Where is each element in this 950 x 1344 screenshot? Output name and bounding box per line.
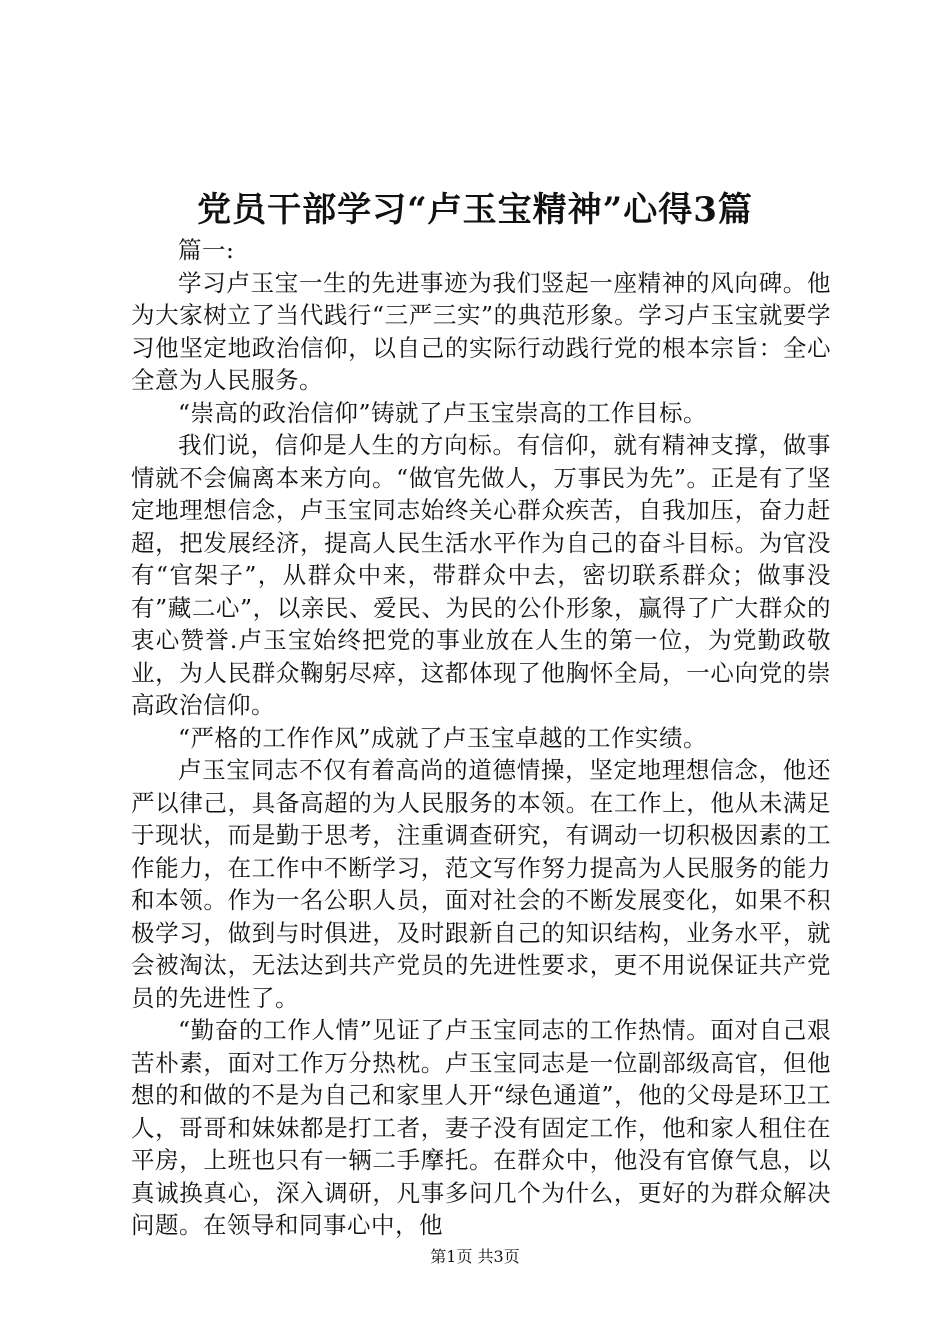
document-title: 党员干部学习“卢玉宝精神”心得3篇 <box>197 190 753 230</box>
body-paragraph: 卢玉宝同志不仅有着高尚的道德情操，坚定地理想信念，他还严以律己，具备高超的为人民服务的本领。在工作上，他从未满足于现状，而是勤于思考，注重调查研究，有调动一切积极因素的工作能力，在工作中不断学习，范文写作努力提高为人民服务的能力和本领。作为一名公职人员，面对社会的不断发展变化，如果不积极学习，做到与时俱进，及时跟新自己的知识结构，业务水平，就会被淘汰，无法达到共产党员的先进性要求，更不用说保证共产党员的先进性了。 <box>131 756 831 1012</box>
body-paragraph: “勤奋的工作人情”见证了卢玉宝同志的工作热情。面对自己艰苦朴素，面对工作万分热枕。卢玉宝同志是一位副部级高官，但他想的和做的不是为自己和家里人开“绿色通道”，他的父母是环卫工人，哥哥和妹妹都是打工者，妻子没有固定工作，他和家人租住在平房，上班也只有一辆二手摩托。在群众中，他没有官僚气息，以真诚换真心，深入调研，凡事多问几个为什么，更好的为群众解决问题。在领导和同事心中，他 <box>131 1016 831 1239</box>
page-number-footer: 第1页 共3页 <box>430 1247 520 1266</box>
body-paragraph: 学习卢玉宝一生的先进事迹为我们竖起一座精神的风向碑。他为大家树立了当代践行“三严三实”的典范形象。学习卢玉宝就要学习他坚定地政治信仰，以自己的实际行动践行党的根本宗旨：全心全意为人民服务。 <box>131 268 831 394</box>
body-paragraph: “严格的工作作风”成就了卢玉宝卓越的工作实绩。 <box>178 723 708 752</box>
body-paragraph: “崇高的政治信仰”铸就了卢玉宝崇高的工作目标。 <box>178 398 708 427</box>
body-paragraph: 我们说，信仰是人生的方向标。有信仰，就有精神支撑，做事情就不会偏离本来方向。“做官先做人，万事民为先”。正是有了坚定地理想信念，卢玉宝同志始终关心群众疾苦，自我加压，奋力赶超，把发展经济，提高人民生活水平作为自己的奋斗目标。为官没有“官架子”，从群众中来，带群众中去，密切联系群众；做事没有”藏二心”，以亲民、爱民、为民的公仆形象，赢得了广大群众的衷心赞誉.卢玉宝始终把党的事业放在人生的第一位，为党勤政敬业，为人民群众鞠躬尽瘁，这都体现了他胸怀全局，一心向党的崇高政治信仰。 <box>131 431 831 719</box>
section-heading: 篇一: <box>178 236 235 264</box>
document-body <box>131 234 831 1242</box>
